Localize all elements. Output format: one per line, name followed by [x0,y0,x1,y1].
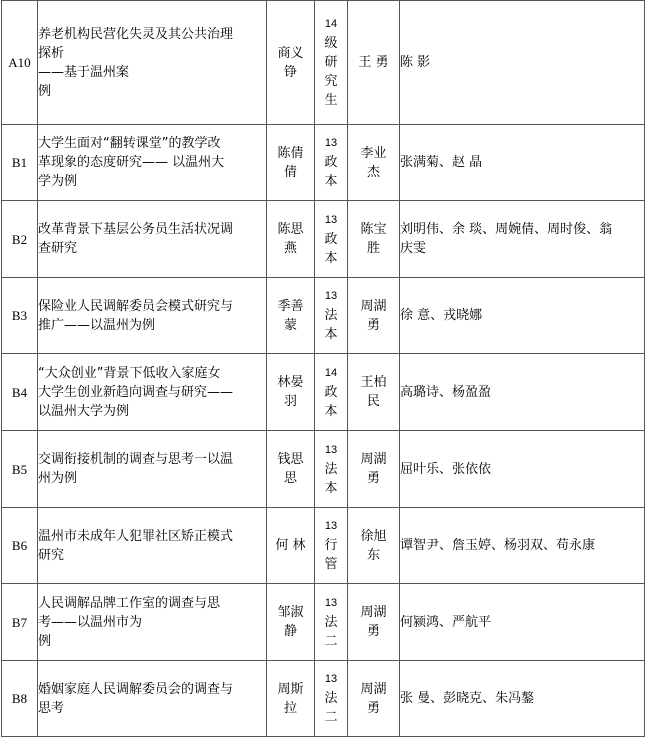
grade-line: 究 [324,74,338,89]
project-leader [267,1,315,125]
class-grade [315,508,348,584]
leader-line: 蒙 [283,317,297,333]
grade-line: 本 [324,174,338,189]
title-line: 温州市未成年人犯罪社区矫正模式 [38,528,234,544]
title-line: 推广——以温州为例 [38,317,156,333]
grade-line: 13 [324,290,338,302]
class-grade [315,431,348,508]
grade-line: 法 [324,614,338,630]
advisor [348,354,400,431]
advisor [348,1,400,125]
leader-line: 林晏 [277,375,304,390]
leader-line: 周斯 [277,681,304,697]
class-grade [315,1,348,125]
grade-line: 13 [324,596,338,609]
grade-line: 本 [324,250,338,266]
grade-line: 二 [324,710,338,725]
advisor [348,661,400,737]
team-members [400,354,645,431]
project-title [38,201,267,278]
leader-line: 陈思 [277,222,304,237]
project-leader [267,125,315,201]
advisor-line: 周湖 [360,681,387,697]
title-line: 保险业人民调解委员会模式研究与 [38,298,234,314]
advisor [348,431,400,508]
leader-line: 陈倩 [277,145,304,161]
advisor [348,584,400,661]
table-row [2,278,645,354]
grade-line: 13 [324,213,338,226]
project-title [38,278,267,354]
grade-line: 政 [324,155,338,170]
project-title [38,584,267,661]
advisor-line: 陈宝 [360,222,387,237]
project-id: B3 [2,278,38,354]
grade-line: 法 [324,461,338,477]
title-line: 婚姻家庭人民调解委员会的调查与 [38,681,234,697]
grade-line: 级 [324,36,338,51]
grade-line: 13 [324,443,338,456]
project-id: B6 [2,508,38,584]
members-line: 谭智尹、詹玉婷、杨羽双、苟永康 [400,538,596,553]
advisor [348,125,400,201]
leader-line: 钱思 [277,452,304,467]
members-line: 刘明伟、余 琰、周婉倩、周时俊、翁 [400,222,613,237]
project-title [38,354,267,431]
project-id: A10 [2,1,38,125]
title-line: 例 [38,633,52,649]
title-line: 改革背景下基层公务员生活状况调 [38,222,234,237]
advisor-line: 胜 [366,241,380,256]
title-line: 研究 [38,547,65,563]
advisor-line: 勇 [366,700,380,716]
advisor-line: 王柏 [360,375,387,390]
leader-line: 羽 [283,394,297,409]
class-grade [315,584,348,661]
team-members [400,201,645,278]
grade-line: 14 [324,18,338,30]
leader-line: 倩 [283,164,297,180]
members-line: 高璐诗、杨盈盈 [400,384,492,400]
leader-line: 静 [283,624,297,639]
title-line: “大众创业”背景下低收入家庭女 [38,365,221,381]
project-id: B8 [2,661,38,737]
grade-line: 本 [324,327,338,342]
project-title [38,125,267,201]
project-leader [267,201,315,278]
leader-line: 何 林 [275,538,306,553]
members-line: 陈 影 [400,55,431,70]
advisor-line: 周湖 [360,452,387,467]
leader-line: 邹淑 [277,605,304,620]
grade-line: 13 [324,137,338,149]
members-line: 徐 意、戎晓娜 [400,308,483,323]
team-members [400,125,645,201]
project-id: B4 [2,354,38,431]
advisor [348,278,400,354]
leader-line: 燕 [283,241,297,256]
title-line: 大学生面对“翻转课堂”的教学改 [38,136,221,151]
title-line: 革现象的态度研究—— 以温州大 [38,155,225,170]
advisor-line: 周湖 [360,605,387,620]
title-line: 州为例 [38,471,78,486]
advisor-line: 杰 [366,164,380,180]
project-leader [267,431,315,508]
grade-line: 二 [324,633,338,649]
leader-line: 商义 [277,45,304,61]
advisor-line: 王 勇 [358,55,389,70]
class-grade [315,201,348,278]
grade-line: 研 [324,55,338,70]
title-line: 交调衔接机制的调查与思考一以温 [38,452,234,467]
advisor-line: 勇 [366,624,380,639]
team-members [400,661,645,737]
project-leader [267,354,315,431]
advisor-line: 勇 [366,317,380,333]
class-grade [315,278,348,354]
project-leader [267,661,315,737]
grade-line: 生 [324,93,338,108]
leader-line: 季善 [277,298,304,314]
members-line: 张满菊、赵 晶 [400,155,483,170]
table-row [2,508,645,584]
project-title [38,661,267,737]
table-row [2,661,645,737]
advisor [348,508,400,584]
title-line: 养老机构民营化失灵及其公共治理 [38,26,234,42]
grade-line: 政 [324,231,338,247]
project-title [38,431,267,508]
title-line: ——基于温州案 [38,64,130,80]
class-grade [315,661,348,737]
members-line: 张 曼、彭晓克、朱冯鏊 [400,691,535,706]
title-line: 以温州大学为例 [38,403,130,419]
advisor-line: 东 [366,547,380,563]
members-line: 何颍鸿、严航平 [400,614,492,630]
team-members [400,584,645,661]
project-title [38,508,267,584]
leader-line: 拉 [283,700,297,716]
grade-line: 法 [324,308,338,323]
table-row [2,584,645,661]
project-leader [267,508,315,584]
table-row [2,201,645,278]
class-grade [315,354,348,431]
title-line: 查研究 [38,241,78,256]
team-members [400,278,645,354]
title-line: 大学生创业新趋向调查与研究—— [38,384,234,400]
advisor-line: 徐旭 [360,528,387,544]
grade-line: 13 [324,673,338,685]
grade-line: 14 [324,366,338,379]
team-members [400,508,645,584]
team-members [400,431,645,508]
title-line: 例 [38,83,52,99]
title-line: 人民调解品牌工作室的调查与思 [38,595,221,611]
class-grade [315,125,348,201]
advisor-line: 李业 [360,145,387,161]
table-row [2,431,645,508]
projects-table [1,0,645,737]
title-line: 考——以温州市为 [38,614,143,630]
project-id: B2 [2,201,38,278]
grade-line: 政 [324,384,338,400]
project-leader [267,584,315,661]
project-leader [267,278,315,354]
advisor-line: 周湖 [360,298,387,314]
advisor-line: 民 [366,394,380,409]
grade-line: 13 [324,520,338,532]
project-title [38,1,267,125]
title-line: 探析 [38,45,65,61]
members-line: 屈叶乐、张依依 [400,461,492,477]
grade-line: 行 [324,538,338,553]
title-line: 思考 [38,700,65,716]
table-row [2,354,645,431]
project-id: B7 [2,584,38,661]
project-id: B1 [2,125,38,201]
members-line: 庆雯 [400,241,427,256]
advisor-line: 勇 [366,471,380,486]
project-id: B5 [2,431,38,508]
grade-line: 本 [324,403,338,419]
title-line: 学为例 [38,174,78,189]
grade-line: 法 [324,691,338,706]
team-members [400,1,645,125]
leader-line: 思 [283,471,297,486]
grade-line: 管 [324,557,338,572]
table-row [2,125,645,201]
advisor [348,201,400,278]
grade-line: 本 [324,480,338,496]
table-row [2,1,645,125]
leader-line: 铮 [283,64,297,80]
